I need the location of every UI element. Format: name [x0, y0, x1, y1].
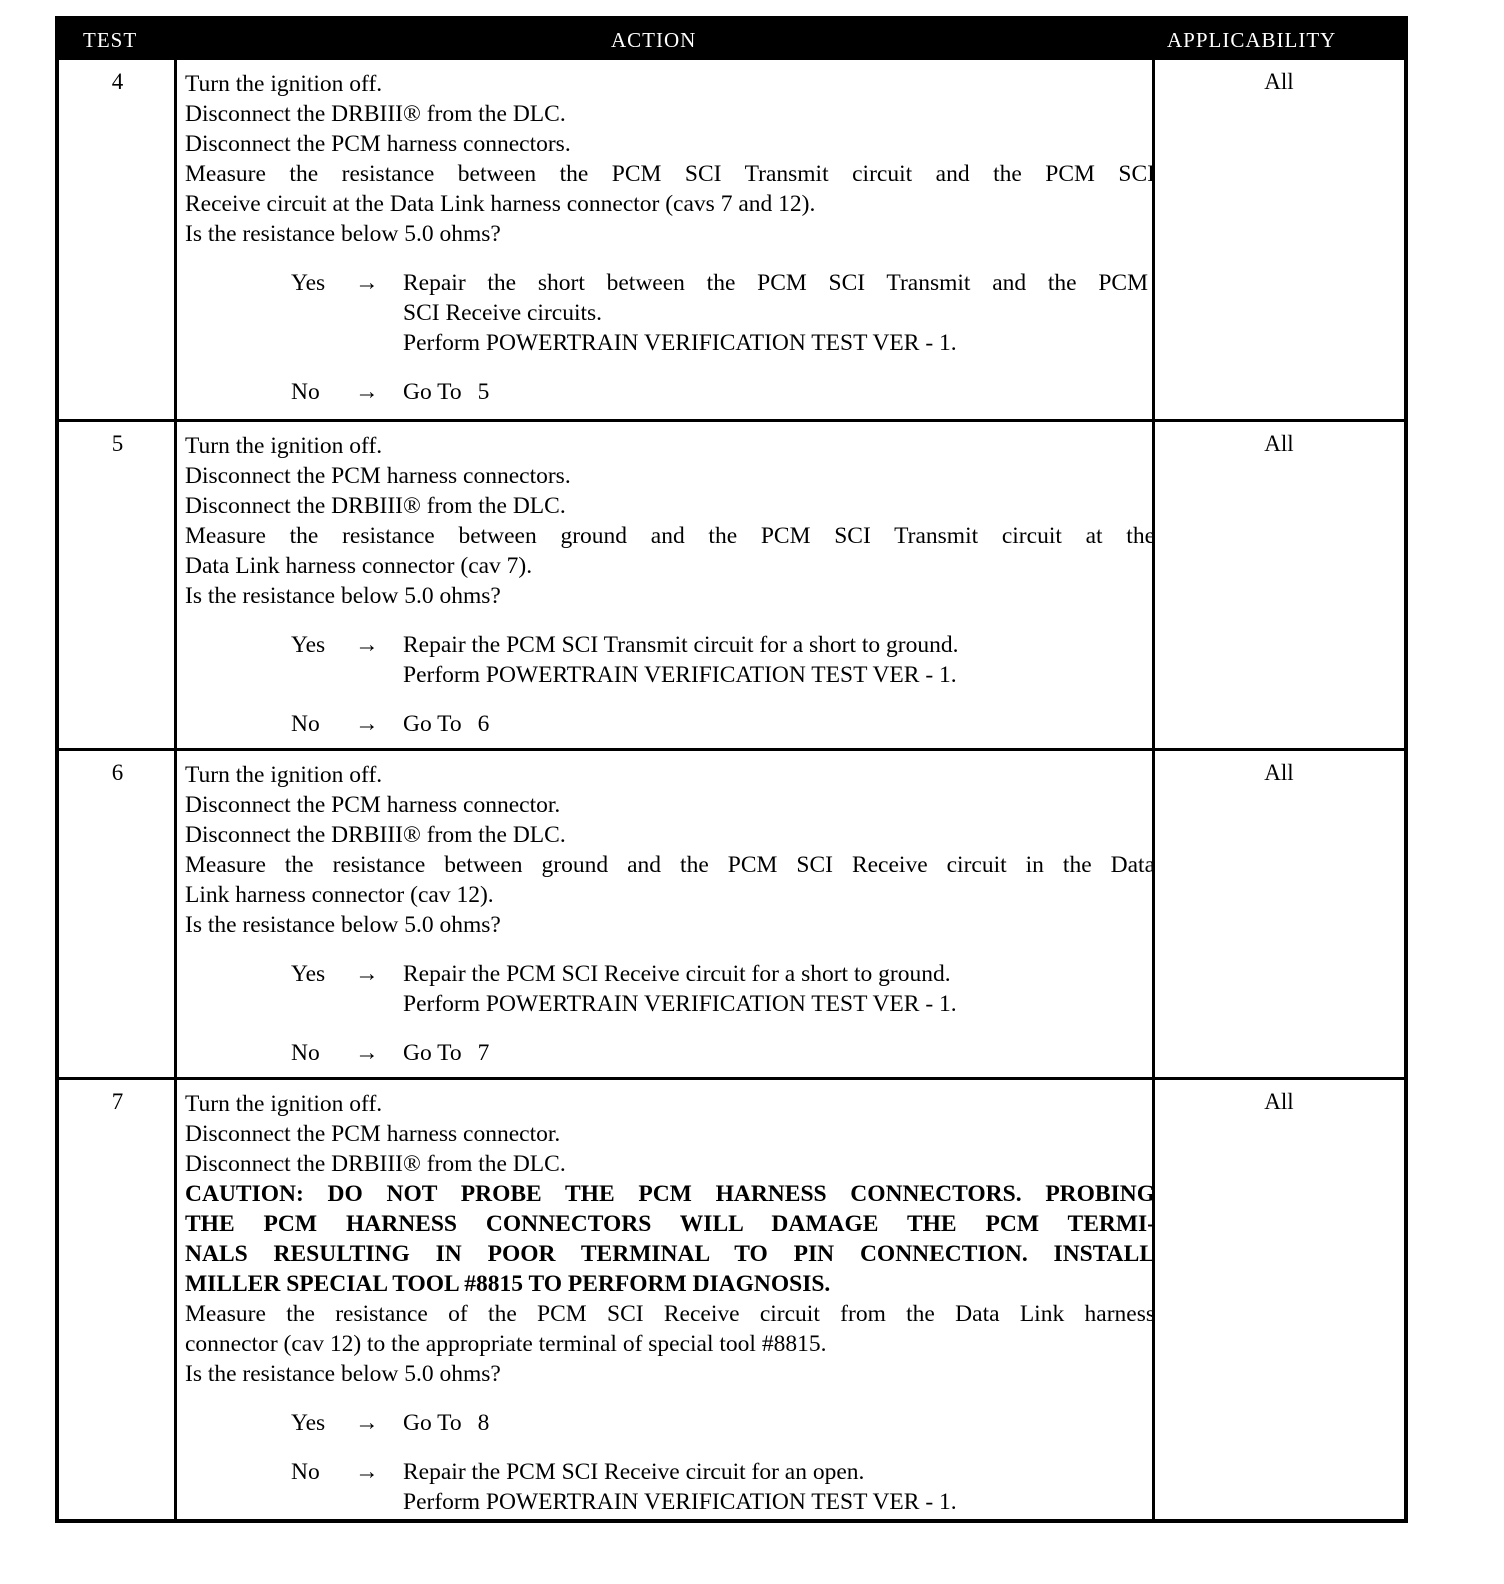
yes-result [403, 1408, 1148, 1438]
yes-result [403, 268, 1148, 358]
header-applicability: APPLICABILITY [1167, 28, 1337, 52]
action-cell [185, 431, 1155, 739]
step-text: Is the resistance below 5.0 ohms? [185, 1361, 501, 1387]
step-text: Disconnect the PCM harness connectors. [185, 131, 571, 157]
no-result [403, 1457, 1148, 1517]
arrow-icon: → [355, 711, 379, 737]
arrow-icon: → [355, 1459, 379, 1485]
goto-text: Go To [403, 1410, 462, 1436]
yes-branch [185, 630, 1155, 690]
step-text: connector (cav 12) to the appropriate terminal of special tool #8815. [185, 1331, 827, 1357]
arrow-icon: → [355, 1410, 379, 1436]
table-row [59, 60, 1404, 419]
result-text: Repair the short between the PCM SCI Transmit and the PCM [403, 270, 1148, 296]
goto-text: Go To [403, 1040, 462, 1066]
no-branch [185, 1038, 1155, 1068]
step-text: Link harness connector (cav 12). [185, 882, 494, 908]
step-text: Disconnect the DRBIII® from the DLC. [185, 493, 566, 519]
yes-label: Yes [291, 632, 326, 658]
step-text: Is the resistance below 5.0 ohms? [185, 221, 501, 247]
step-text: Measure the resistance between ground and the PCM SCI Receive circuit in the Data [185, 852, 1155, 878]
yes-label: Yes [291, 270, 326, 296]
result-text: Repair the PCM SCI Receive circuit for an open. [403, 1459, 865, 1485]
step-text: Is the resistance below 5.0 ohms? [185, 583, 501, 609]
no-label: No [291, 711, 320, 737]
step-text: Data Link harness connector (cav 7). [185, 553, 533, 579]
yes-result [403, 630, 1148, 690]
applicability-cell: All [1264, 1089, 1294, 1114]
step-text: Turn the ignition off. [185, 71, 383, 97]
action-cell [185, 1089, 1155, 1517]
table-row [59, 419, 1404, 748]
table-header [59, 20, 1404, 60]
result-text: Perform POWERTRAIN VERIFICATION TEST VER - 1. [403, 1489, 957, 1515]
yes-branch [185, 268, 1155, 358]
result-text: SCI Receive circuits. [403, 300, 603, 326]
action-cell [185, 760, 1155, 1068]
step-text: Disconnect the PCM harness connector. [185, 792, 561, 818]
step-text: Measure the resistance of the PCM SCI Receive circuit from the Data Link harness [185, 1301, 1155, 1327]
yes-result [403, 959, 1148, 1019]
applicability-cell: All [1264, 760, 1294, 785]
goto-text: Go To [403, 711, 462, 737]
no-branch [185, 1457, 1155, 1517]
result-text: Repair the PCM SCI Transmit circuit for a short to ground. [403, 632, 959, 658]
arrow-icon: → [355, 379, 379, 405]
no-result [403, 377, 1148, 407]
no-branch [185, 377, 1155, 407]
goto-target: 5 [477, 379, 490, 405]
step-text: Disconnect the DRBIII® from the DLC. [185, 1151, 566, 1177]
step-text: Turn the ignition off. [185, 433, 383, 459]
table-row [59, 1077, 1404, 1519]
yes-branch [185, 1408, 1155, 1438]
header-test: TEST [83, 28, 138, 52]
arrow-icon: → [355, 632, 379, 658]
no-label: No [291, 1459, 320, 1485]
yes-branch [185, 959, 1155, 1019]
arrow-icon: → [355, 961, 379, 987]
goto-target: 7 [477, 1040, 490, 1066]
test-number: 6 [111, 760, 124, 785]
step-text: Disconnect the DRBIII® from the DLC. [185, 101, 566, 127]
caution-text: MILLER SPECIAL TOOL #8815 TO PERFORM DIAGNOSIS. [185, 1271, 831, 1297]
diagnostic-table [55, 16, 1408, 1523]
step-text: Measure the resistance between ground and the PCM SCI Transmit circuit at the [185, 523, 1155, 549]
table-row [59, 748, 1404, 1077]
test-number: 5 [111, 431, 124, 456]
no-label: No [291, 1040, 320, 1066]
step-text: Disconnect the PCM harness connector. [185, 1121, 561, 1147]
arrow-icon: → [355, 270, 379, 296]
caution-text: CAUTION: DO NOT PROBE THE PCM HARNESS CONNECTORS. PROBING [185, 1181, 1155, 1207]
no-result [403, 1038, 1148, 1068]
result-text: Perform POWERTRAIN VERIFICATION TEST VER - 1. [403, 991, 957, 1017]
yes-label: Yes [291, 1410, 326, 1436]
result-text: Perform POWERTRAIN VERIFICATION TEST VER - 1. [403, 330, 957, 356]
caution-text: NALS RESULTING IN POOR TERMINAL TO PIN CONNECTION. INSTALL [185, 1241, 1155, 1267]
goto-text: Go To [403, 379, 462, 405]
result-text: Repair the PCM SCI Receive circuit for a short to ground. [403, 961, 951, 987]
action-cell [185, 69, 1155, 407]
header-action: ACTION [611, 28, 697, 52]
yes-label: Yes [291, 961, 326, 987]
goto-target: 8 [477, 1410, 490, 1436]
no-label: No [291, 379, 320, 405]
step-text: Disconnect the PCM harness connectors. [185, 463, 571, 489]
test-number: 7 [111, 1089, 124, 1114]
arrow-icon: → [355, 1040, 379, 1066]
caution-text: THE PCM HARNESS CONNECTORS WILL DAMAGE THE PCM TERMI- [185, 1211, 1155, 1237]
step-text: Receive circuit at the Data Link harness connector (cavs 7 and 12). [185, 191, 816, 217]
goto-target: 6 [477, 711, 490, 737]
result-text: Perform POWERTRAIN VERIFICATION TEST VER - 1. [403, 662, 957, 688]
step-text: Turn the ignition off. [185, 1091, 383, 1117]
applicability-cell: All [1264, 431, 1294, 456]
no-result [403, 709, 1148, 739]
step-text: Disconnect the DRBIII® from the DLC. [185, 822, 566, 848]
applicability-cell: All [1264, 69, 1294, 94]
step-text: Is the resistance below 5.0 ohms? [185, 912, 501, 938]
no-branch [185, 709, 1155, 739]
test-number: 4 [111, 69, 124, 94]
step-text: Measure the resistance between the PCM SCI Transmit circuit and the PCM SCI [185, 161, 1155, 187]
step-text: Turn the ignition off. [185, 762, 383, 788]
